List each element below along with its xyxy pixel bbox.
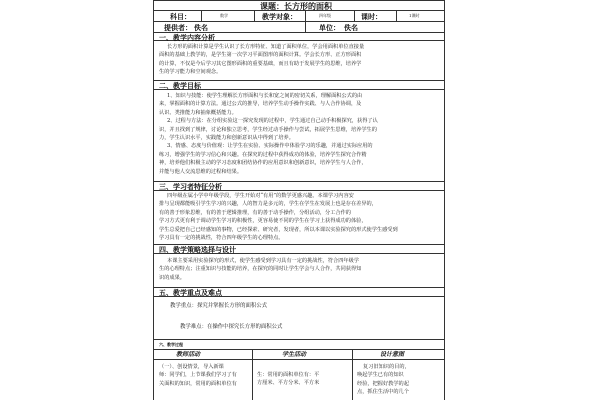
s2-line: 练习，增强学生的学习信心和兴趣。在探究的过程中获得成功的体验，培养学生探究合作精 bbox=[159, 151, 367, 158]
section-3-paragraph bbox=[159, 192, 440, 242]
section-4-heading: 四、教学策略选择与设计 bbox=[159, 245, 236, 254]
section-1-body bbox=[153, 41, 445, 81]
s4-line: 识的成果。 bbox=[159, 274, 185, 281]
s3-line: 学习方式更有利于调动学生学习的积极性，更容易使不同的学生在学习上获得成功的体验， bbox=[159, 218, 367, 225]
intent-line: 唤起学生已有的知识 bbox=[357, 372, 404, 379]
section-5-heading: 五、教学重点及难点 bbox=[159, 288, 222, 297]
s2-line: 识，并且找到了规律，讨论和独立思考，学生经过动手操作与尝试，拓展学生思维，培养学生的 bbox=[159, 126, 377, 133]
subject-label: 科目： bbox=[170, 12, 191, 21]
info-row-2 bbox=[153, 22, 445, 33]
hours-label: 课时： bbox=[361, 12, 382, 21]
s1-line: 的计算，不仅是今后学习其它图形面积的重要基础，而且有助于发展学生的思维，培养学 bbox=[159, 60, 362, 67]
title-row bbox=[153, 0, 445, 11]
s1-line: 长方形的面积计算是学生认识了长方形特征、知道了面积单位，学会用面积单位直接量 bbox=[167, 44, 365, 50]
section-4-body bbox=[153, 254, 445, 288]
section-2-paragraph bbox=[159, 92, 440, 176]
student-line: 生：常用的面积单位有：平 bbox=[257, 372, 320, 378]
s3-line: 排与呈现都能吸引学生学习的兴趣，人的智力是多元的，学生在学生在发展上也是存在差异的， bbox=[159, 201, 377, 208]
col-teacher-activity: 教师活动 bbox=[176, 351, 201, 358]
section-2-header bbox=[153, 81, 445, 90]
section-4-paragraph bbox=[159, 257, 440, 282]
teaching-difficulty: 教学难点：在操作中探究长方形的面积公式 bbox=[180, 324, 283, 330]
section-2-heading: 二、教学目标 bbox=[159, 81, 201, 90]
s2-line: 并能与他人交流思维的过程和结果。 bbox=[159, 168, 243, 175]
info-row-1 bbox=[153, 11, 445, 22]
section-3-heading: 三、学习者特征分析 bbox=[159, 182, 222, 191]
s2-line: 神，培养他们积极主动的学习态度和团结协作的应用意识和创新意识，培养学生与人合作， bbox=[159, 160, 367, 167]
page-title: 课题：长方形的面积 bbox=[260, 1, 332, 11]
s1-line: 面积的基础上教学的，是学生第一次学习平面图形的面积计算。学会长方形、正方形面积 bbox=[159, 52, 362, 59]
section-3-header bbox=[153, 182, 445, 191]
design-intent-cell bbox=[357, 363, 443, 397]
section-1-heading: 一、教学内容分析 bbox=[159, 33, 215, 42]
s3-line: 四年级在属小学中年级学段，学生开始对“有用”的数学更感兴趣。本课学习内容安 bbox=[167, 193, 354, 199]
section-4-header bbox=[153, 245, 445, 254]
teacher-line: 关面积的知识，常用的面积单位有 bbox=[159, 380, 237, 387]
teacher-activity-cell bbox=[159, 363, 249, 388]
section-6-heading: 六、教学过程 bbox=[159, 342, 183, 347]
section-6-header bbox=[153, 340, 445, 350]
intent-line: 点，抓住生活中的几个 bbox=[357, 389, 409, 396]
s2-line: 1、知识与技能：使学生理解长方形面积与长和宽之间的密切关系，理解面积公式的由 bbox=[167, 93, 363, 99]
teaching-key-point: 教学重点：探究并掌握长方形的面积公式 bbox=[170, 303, 268, 309]
unit-value: 佚名 bbox=[344, 23, 358, 32]
provider-label: 提供者： bbox=[164, 23, 192, 32]
s4-line: 生的心理特点；注重知识与技能的培养，在探究的同时让学生学会与人合作，共同获得知 bbox=[159, 266, 362, 273]
section-1-header bbox=[153, 33, 445, 41]
student-line: 方厘米、平方分米、平方米 bbox=[257, 380, 320, 387]
s3-line: 学生总爱把自己已经感知的事物，已经探索、研究者，发现者，所以本课以实验探究的形式使学生感受到 bbox=[159, 226, 398, 233]
s2-line: 3、情感、态度与价值观：让学生在实验、实际操作中体验学习的乐趣，并通过实际应用的 bbox=[167, 143, 373, 150]
unit-label: 单位： bbox=[319, 23, 340, 32]
section-3-body bbox=[153, 191, 445, 245]
student-activity-cell bbox=[257, 371, 349, 388]
subject-value: 数学 bbox=[220, 13, 228, 18]
section-5-body bbox=[153, 297, 445, 340]
s2-line: 2、过程与方法：在分组实验这一探究发现的过程中，学生通过自己动手积极探究，获得了认 bbox=[167, 118, 378, 125]
audience-value: 四年级 bbox=[319, 13, 331, 18]
intent-line: 经验，把握好教学的起 bbox=[357, 380, 409, 387]
s2-line: 力，学生认识水平，实践能力和创新意识从中得到了培养。 bbox=[159, 135, 294, 142]
section-5-header bbox=[153, 288, 445, 297]
section-1-paragraph bbox=[159, 43, 440, 77]
teacher-line: 师：同学们，上节课我们学习了有 bbox=[159, 372, 237, 379]
col-design-intent: 设计意图 bbox=[380, 351, 405, 358]
audience-label: 教学对象： bbox=[262, 12, 297, 21]
s3-line: 有的善于形象思维，有的善于逻辑推理，有的善于动手操作，分组活动，分工合作的 bbox=[159, 209, 351, 216]
s3-line: 学习具有一定的挑战性，符合四年级学生的心理特点。 bbox=[159, 235, 284, 242]
s2-line: 认识、类推能力和抽象概括能力。 bbox=[159, 109, 237, 116]
intent-line: 复习旧知识的目的， bbox=[363, 364, 410, 370]
teacher-line: （一）、创设情景，导入新课 bbox=[159, 364, 224, 370]
hours-value: 1课时 bbox=[409, 13, 420, 18]
process-table-row bbox=[153, 360, 445, 400]
s1-line: 生的学习能力和空间观念。 bbox=[159, 69, 222, 76]
process-table-header bbox=[153, 350, 445, 360]
s2-line: 来，掌握面积的计算方法。通过公式的推导，培养学生动手操作实践、与人合作协调，及 bbox=[159, 101, 362, 108]
s4-line: 本课主要采用实验探究的形式，使学生感受到学习具有一定的挑战性，符合四年级学 bbox=[167, 258, 359, 264]
lesson-plan-sheet bbox=[153, 0, 447, 400]
col-student-activity: 学生活动 bbox=[282, 351, 307, 358]
provider-value: 佚名 bbox=[194, 23, 208, 32]
section-2-body bbox=[153, 90, 445, 182]
